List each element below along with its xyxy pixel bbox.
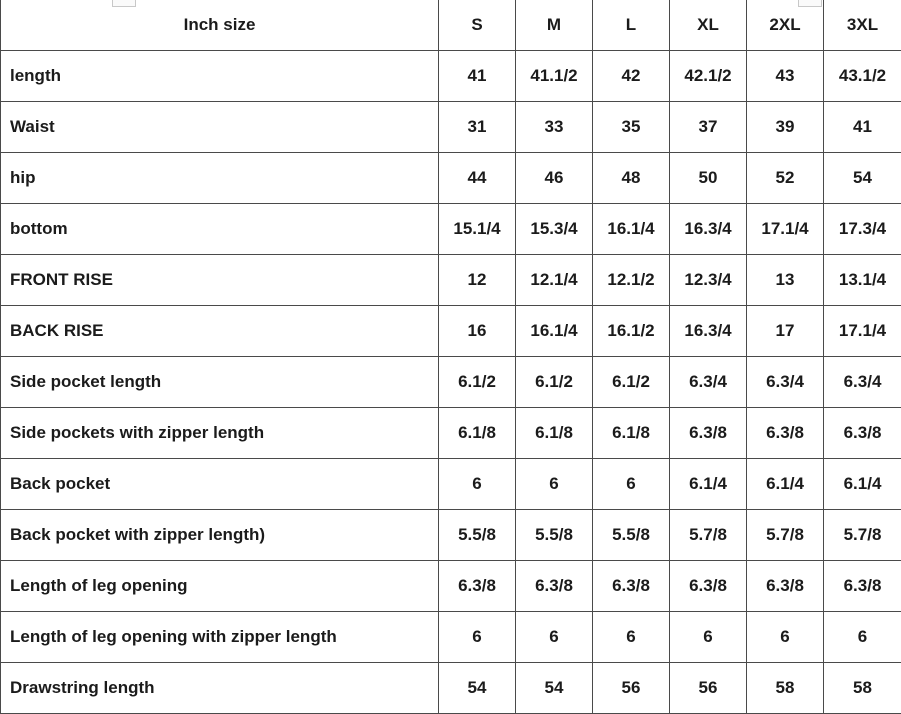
row-label: hip xyxy=(1,153,439,204)
cell-size-2xl: 6.1/4 xyxy=(747,459,824,510)
cell-size-m: 41.1/2 xyxy=(516,51,593,102)
cell-size-xl: 6.3/8 xyxy=(670,408,747,459)
header-label: Inch size xyxy=(1,0,439,51)
row-label: Side pocket length xyxy=(1,357,439,408)
cell-size-m: 16.1/4 xyxy=(516,306,593,357)
cell-size-xl: 37 xyxy=(670,102,747,153)
cell-size-xl: 16.3/4 xyxy=(670,204,747,255)
cell-size-2xl: 6.3/8 xyxy=(747,408,824,459)
cell-size-3xl: 54 xyxy=(824,153,901,204)
cell-size-s: 41 xyxy=(439,51,516,102)
cell-size-s: 54 xyxy=(439,663,516,714)
cell-size-xl: 6.3/4 xyxy=(670,357,747,408)
cell-size-s: 6 xyxy=(439,612,516,663)
row-label: Side pockets with zipper length xyxy=(1,408,439,459)
cell-size-3xl: 17.1/4 xyxy=(824,306,901,357)
cell-size-s: 12 xyxy=(439,255,516,306)
table-row xyxy=(1,204,901,255)
header-size-l: L xyxy=(593,0,670,51)
cell-size-m: 54 xyxy=(516,663,593,714)
cell-size-2xl: 52 xyxy=(747,153,824,204)
cell-size-xl: 12.3/4 xyxy=(670,255,747,306)
cell-size-2xl: 39 xyxy=(747,102,824,153)
cell-size-l: 6.3/8 xyxy=(593,561,670,612)
table-header xyxy=(1,0,901,51)
cell-size-2xl: 43 xyxy=(747,51,824,102)
cell-size-s: 31 xyxy=(439,102,516,153)
cell-size-3xl: 58 xyxy=(824,663,901,714)
cell-size-3xl: 6.3/8 xyxy=(824,408,901,459)
cell-size-m: 6 xyxy=(516,612,593,663)
cell-size-3xl: 6.3/4 xyxy=(824,357,901,408)
cell-size-xl: 16.3/4 xyxy=(670,306,747,357)
cell-size-l: 35 xyxy=(593,102,670,153)
cell-size-s: 6.1/8 xyxy=(439,408,516,459)
cell-size-l: 56 xyxy=(593,663,670,714)
cell-size-3xl: 6 xyxy=(824,612,901,663)
table-row xyxy=(1,102,901,153)
table-row xyxy=(1,663,901,714)
row-label: Drawstring length xyxy=(1,663,439,714)
cell-size-3xl: 5.7/8 xyxy=(824,510,901,561)
row-label: FRONT RISE xyxy=(1,255,439,306)
cell-size-l: 6 xyxy=(593,459,670,510)
cell-size-3xl: 43.1/2 xyxy=(824,51,901,102)
cell-size-l: 6.1/2 xyxy=(593,357,670,408)
cell-size-m: 6.3/8 xyxy=(516,561,593,612)
row-label: bottom xyxy=(1,204,439,255)
cell-size-2xl: 6.3/4 xyxy=(747,357,824,408)
table-row xyxy=(1,255,901,306)
cell-size-2xl: 17.1/4 xyxy=(747,204,824,255)
row-label: Waist xyxy=(1,102,439,153)
cell-size-xl: 6 xyxy=(670,612,747,663)
table-row xyxy=(1,153,901,204)
table-row xyxy=(1,510,901,561)
cell-size-s: 15.1/4 xyxy=(439,204,516,255)
cell-size-2xl: 6.3/8 xyxy=(747,561,824,612)
header-size-s: S xyxy=(439,0,516,51)
cell-size-l: 6 xyxy=(593,612,670,663)
cell-size-l: 16.1/4 xyxy=(593,204,670,255)
cell-size-3xl: 6.1/4 xyxy=(824,459,901,510)
cell-size-m: 6 xyxy=(516,459,593,510)
header-size-xl: XL xyxy=(670,0,747,51)
row-label: BACK RISE xyxy=(1,306,439,357)
cell-size-3xl: 41 xyxy=(824,102,901,153)
cell-size-xl: 6.1/4 xyxy=(670,459,747,510)
cell-size-s: 6.1/2 xyxy=(439,357,516,408)
table-row xyxy=(1,459,901,510)
table-row xyxy=(1,51,901,102)
cell-size-2xl: 5.7/8 xyxy=(747,510,824,561)
cell-size-s: 5.5/8 xyxy=(439,510,516,561)
cell-size-3xl: 17.3/4 xyxy=(824,204,901,255)
table-row xyxy=(1,561,901,612)
header-size-2xl: 2XL xyxy=(747,0,824,51)
header-size-m: M xyxy=(516,0,593,51)
cell-size-s: 44 xyxy=(439,153,516,204)
cell-size-xl: 42.1/2 xyxy=(670,51,747,102)
cell-size-s: 6.3/8 xyxy=(439,561,516,612)
cell-size-m: 6.1/8 xyxy=(516,408,593,459)
cell-size-3xl: 13.1/4 xyxy=(824,255,901,306)
cell-size-l: 16.1/2 xyxy=(593,306,670,357)
cell-size-l: 48 xyxy=(593,153,670,204)
header-row xyxy=(1,0,901,51)
cell-size-l: 5.5/8 xyxy=(593,510,670,561)
cell-size-xl: 56 xyxy=(670,663,747,714)
cell-size-m: 5.5/8 xyxy=(516,510,593,561)
table-row xyxy=(1,408,901,459)
cell-size-xl: 5.7/8 xyxy=(670,510,747,561)
row-label: Back pocket with zipper length) xyxy=(1,510,439,561)
cell-size-l: 42 xyxy=(593,51,670,102)
row-label: Length of leg opening with zipper length xyxy=(1,612,439,663)
cell-size-l: 6.1/8 xyxy=(593,408,670,459)
cell-size-3xl: 6.3/8 xyxy=(824,561,901,612)
cell-size-s: 16 xyxy=(439,306,516,357)
cell-size-m: 46 xyxy=(516,153,593,204)
cell-size-m: 12.1/4 xyxy=(516,255,593,306)
table-row xyxy=(1,612,901,663)
cell-size-s: 6 xyxy=(439,459,516,510)
table-row xyxy=(1,357,901,408)
table-body xyxy=(1,51,901,714)
row-label: length xyxy=(1,51,439,102)
row-label: Length of leg opening xyxy=(1,561,439,612)
table-row xyxy=(1,306,901,357)
cell-size-2xl: 6 xyxy=(747,612,824,663)
cell-size-2xl: 13 xyxy=(747,255,824,306)
cell-size-2xl: 58 xyxy=(747,663,824,714)
cell-size-xl: 50 xyxy=(670,153,747,204)
cell-size-l: 12.1/2 xyxy=(593,255,670,306)
cell-size-m: 6.1/2 xyxy=(516,357,593,408)
row-label: Back pocket xyxy=(1,459,439,510)
cell-size-xl: 6.3/8 xyxy=(670,561,747,612)
cell-size-2xl: 17 xyxy=(747,306,824,357)
cell-size-m: 33 xyxy=(516,102,593,153)
header-size-3xl: 3XL xyxy=(824,0,901,51)
cell-size-m: 15.3/4 xyxy=(516,204,593,255)
